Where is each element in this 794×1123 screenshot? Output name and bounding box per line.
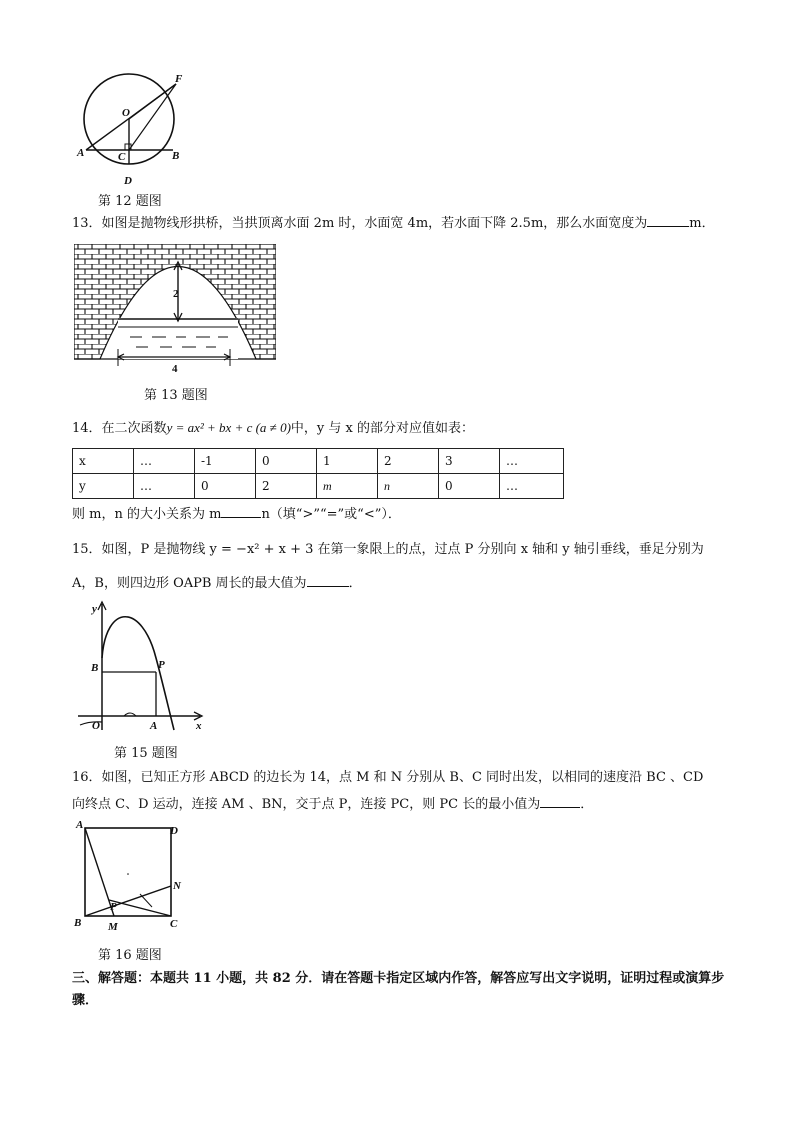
question-16-line2 xyxy=(72,795,738,815)
q15-line2: A，B，则四边形 OAPB 周长的最大值为 xyxy=(72,576,307,591)
figure-13 xyxy=(74,244,276,374)
section-3-heading: 三、解答题：本题共 11 小题，共 82 分．请在答题卡指定区域内作答，解答应写出文字说明，证明过程或演算步骤． xyxy=(72,971,725,1008)
caption-12: 第 12 题图 xyxy=(98,194,162,209)
label-o: O xyxy=(92,720,100,732)
question-15 xyxy=(72,540,738,560)
square-abcd xyxy=(85,828,171,916)
label-d: D xyxy=(170,825,178,837)
label-c: C xyxy=(170,918,178,930)
label-n: N xyxy=(173,880,181,892)
label-height-2: 2 xyxy=(173,288,179,300)
table-cell: m xyxy=(317,474,378,499)
question-14-ask xyxy=(72,505,738,525)
q15-line2-after: ． xyxy=(348,576,362,591)
label-b: B xyxy=(172,150,180,162)
table-cell: -1 xyxy=(195,449,256,474)
q16-number: 16． xyxy=(72,770,102,785)
label-c: C xyxy=(118,151,126,163)
q16-line1: 如图，已知正方形 ABCD 的边长为 14，点 M 和 N 分别从 B、C 同时出发，以相同的速度沿 BC 、CD xyxy=(101,770,704,785)
q14-func: y = ax² + bx + c (a ≠ 0) xyxy=(166,420,291,435)
label-a: A xyxy=(76,819,84,831)
q15-line1: 如图，P 是抛物线 y = −x² + x + 3 在第一象限上的点，过点 P 分别向 x 轴和 y 轴引垂线，垂足分别为 xyxy=(101,542,704,557)
table-cell: y xyxy=(73,474,134,499)
figure-15 xyxy=(72,598,212,736)
table-cell: x xyxy=(73,449,134,474)
q14-blank[interactable] xyxy=(221,517,261,518)
q14-ask-after: n（填“>”“=”或“<”）． xyxy=(261,507,401,522)
question-16 xyxy=(72,768,738,788)
label-p: P xyxy=(110,901,117,913)
table-cell: 0 xyxy=(439,474,500,499)
table-cell: … xyxy=(134,474,195,499)
parabola xyxy=(102,617,174,730)
q16-line2: 向终点 C、D 运动，连接 AM 、BN，交于点 P，连接 PC，则 PC 长的最小值为 xyxy=(72,797,541,812)
label-f: F xyxy=(175,73,183,85)
table-row-y xyxy=(73,474,564,499)
table-cell: … xyxy=(500,449,564,474)
caption-16: 第 16 题图 xyxy=(98,948,162,963)
label-a: A xyxy=(150,720,158,732)
label-y: y xyxy=(92,603,97,615)
question-13 xyxy=(72,214,738,234)
q13-blank[interactable] xyxy=(647,226,689,227)
table-cell: n xyxy=(378,474,439,499)
label-m: M xyxy=(108,921,118,933)
label-o: O xyxy=(122,107,130,119)
figure-12 xyxy=(74,70,186,192)
label-p: P xyxy=(158,659,165,671)
q14-number: 14． xyxy=(72,421,102,436)
q16-line2-after: ． xyxy=(580,797,594,812)
table-cell: 1 xyxy=(317,449,378,474)
table-cell: 2 xyxy=(378,449,439,474)
label-d: D xyxy=(124,175,132,187)
q15-number: 15． xyxy=(72,542,102,557)
table-cell: 3 xyxy=(439,449,500,474)
value-table xyxy=(72,448,564,499)
caption-15: 第 15 题图 xyxy=(114,746,178,761)
table-cell: … xyxy=(500,474,564,499)
caption-13: 第 13 题图 xyxy=(144,388,208,403)
q14-lead: 在二次函数 xyxy=(101,421,167,436)
label-b: B xyxy=(74,917,82,929)
question-14 xyxy=(72,418,738,439)
q14-ask: 则 m，n 的大小关系为 m xyxy=(72,507,222,522)
table-cell: 0 xyxy=(195,474,256,499)
q15-blank[interactable] xyxy=(307,586,349,587)
label-x: x xyxy=(196,720,202,732)
q14-rest: 中，y 与 x 的部分对应值如表： xyxy=(290,421,474,436)
label-a: A xyxy=(77,147,85,159)
q13-text: 如图是抛物线形拱桥，当拱顶离水面 2m 时，水面宽 4m，若水面下降 2.5m，那么水面宽度为 xyxy=(101,216,648,231)
figure-16 xyxy=(72,818,192,940)
question-15-line2 xyxy=(72,574,738,594)
table-cell: … xyxy=(134,449,195,474)
q16-blank[interactable] xyxy=(540,807,580,808)
table-row-x xyxy=(73,449,564,474)
q13-text-after: m． xyxy=(689,216,715,231)
label-b: B xyxy=(91,662,99,674)
table-cell: 2 xyxy=(256,474,317,499)
table-cell: 0 xyxy=(256,449,317,474)
q13-number: 13． xyxy=(72,216,102,231)
water xyxy=(118,318,238,359)
label-width-4: 4 xyxy=(172,363,178,374)
